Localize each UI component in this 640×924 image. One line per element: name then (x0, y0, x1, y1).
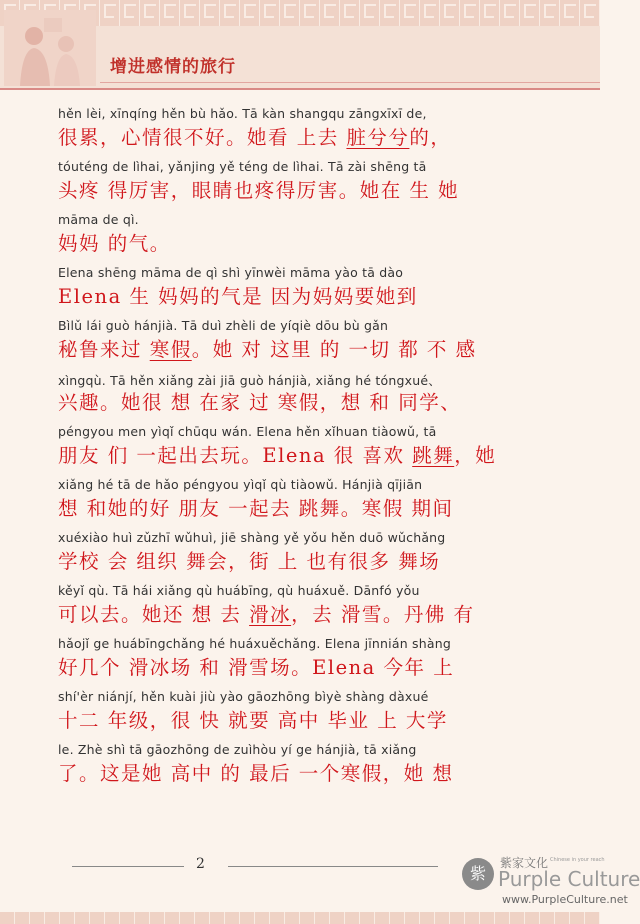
hanzi-segment: 十二 年级，很 快 就要 高中 毕业 上 大学 (58, 709, 448, 732)
two-people-illustration-icon (4, 10, 96, 86)
fret-tile (315, 912, 330, 924)
fret-tile (45, 912, 60, 924)
hanzi-line (58, 652, 454, 680)
fret-tile (500, 0, 520, 26)
text-line (58, 265, 558, 318)
logo-url: www.PurpleCulture.net (502, 893, 628, 906)
hanzi-line (58, 122, 451, 150)
fret-tile (180, 912, 195, 924)
page-header (0, 0, 600, 90)
pinyin-line: māma de qì. (58, 212, 139, 227)
fret-tile (240, 0, 260, 26)
hanzi-line (58, 758, 454, 786)
fret-tile (180, 0, 200, 26)
fret-tile (560, 0, 580, 26)
hanzi-segment: 了。这是她 高中 的 最后 一个寒假，她 想 (58, 762, 454, 785)
hanzi-segment: 的， (409, 126, 452, 149)
hanzi-segment: Elena 生 妈妈的气是 因为妈妈要她到 (58, 285, 418, 308)
fret-tile (525, 912, 540, 924)
fret-tile (15, 912, 30, 924)
fret-tile (585, 912, 600, 924)
fret-tile (390, 912, 405, 924)
fret-tile (495, 912, 510, 924)
text-line (58, 742, 558, 795)
pinyin-line: shí'èr niánjí, hěn kuài jiù yào gāozhōng bìyè shàng dàxué (58, 689, 429, 704)
chapter-title: 增进感情的旅行 (110, 57, 236, 77)
vocab-word: 滑冰 (249, 603, 292, 626)
fret-tile (120, 0, 140, 26)
fret-tile (0, 912, 15, 924)
fret-tile (200, 0, 220, 26)
hanzi-segment: 秘鲁来过 (58, 338, 150, 361)
text-line (58, 106, 558, 159)
story-text (58, 106, 558, 795)
fret-tile (540, 912, 555, 924)
fret-tile (435, 912, 450, 924)
footer-rule-left (72, 866, 184, 867)
fret-tile (100, 0, 120, 26)
hanzi-segment: 好几个 滑冰场 和 滑雪场。Elena 今年 上 (58, 656, 455, 679)
fret-tile (345, 912, 360, 924)
hanzi-segment: 学校 会 组织 舞会，街 上 也有很多 舞场 (58, 550, 441, 573)
fret-tile (300, 912, 315, 924)
fret-tile (420, 912, 435, 924)
text-line (58, 530, 558, 583)
hanzi-line (58, 599, 475, 627)
text-line (58, 424, 558, 477)
pinyin-line: xìngqù. Tā hěn xiǎng zài jiā guò hánjià, xiǎng hé tóngxué、 (58, 373, 441, 388)
fret-tile (255, 912, 270, 924)
fret-tile (340, 0, 360, 26)
fret-tile (360, 0, 380, 26)
text-line (58, 583, 558, 636)
pinyin-line: hěn lèi, xīnqíng hěn bù hǎo. Tā kàn shangqu zāngxīxī de, (58, 106, 427, 121)
fret-tile (260, 0, 280, 26)
pinyin-line: hǎojǐ ge huábīngchǎng hé huáxuěchǎng. Elena jīnnián shàng (58, 636, 451, 651)
vocab-word: 脏兮兮 (346, 126, 410, 149)
hanzi-line (58, 281, 418, 309)
fret-tile (75, 912, 90, 924)
fret-tile (330, 912, 345, 924)
hanzi-segment: 妈妈 的气。 (58, 232, 171, 255)
vocab-word: 寒假 (149, 338, 192, 361)
fret-tile (405, 912, 420, 924)
hanzi-segment: 朋友 们 一起出去玩。Elena 很 喜欢 (58, 444, 413, 467)
text-line (58, 159, 558, 212)
logo-brand: Purple Culture (498, 867, 640, 891)
text-line (58, 636, 558, 689)
fret-tile (165, 912, 180, 924)
fret-tile (400, 0, 420, 26)
fret-tile (420, 0, 440, 26)
hanzi-segment: 可以去。她还 想 去 (58, 603, 250, 626)
purple-culture-seal-icon: 紫 (462, 858, 494, 890)
fret-tile (510, 912, 525, 924)
hanzi-line (58, 387, 461, 415)
text-line (58, 318, 558, 371)
fret-tile (375, 912, 390, 924)
hanzi-line (58, 334, 477, 362)
fret-tile (90, 912, 105, 924)
hanzi-segment: ，去 滑雪。丹佛 有 (291, 603, 475, 626)
logo-chinese-name: 紫家文化 (500, 856, 549, 870)
fret-tile (225, 912, 240, 924)
fret-tile (320, 0, 340, 26)
hanzi-segment: 很累，心情很不好。她看 上去 (58, 126, 347, 149)
pinyin-line: xuéxiào huì zǔzhī wǔhuì, jiē shàng yě yǒu hěn duō wǔchǎng (58, 530, 446, 545)
fret-tile (555, 912, 570, 924)
fret-tile (520, 0, 540, 26)
hanzi-segment: 头疼 得厉害，眼睛也疼得厉害。她在 生 她 (58, 179, 460, 202)
purple-culture-logo[interactable] (462, 854, 640, 912)
fret-tile (460, 0, 480, 26)
header-divider (100, 82, 600, 83)
fret-tile (480, 912, 495, 924)
fret-tile (140, 0, 160, 26)
fret-tile (300, 0, 320, 26)
fret-tile (195, 912, 210, 924)
fret-tile (540, 0, 560, 26)
pinyin-line: le. Zhè shì tā gāozhōng de zuìhòu yí ge hánjià, tā xiǎng (58, 742, 417, 757)
text-line (58, 212, 558, 265)
fret-tile (220, 0, 240, 26)
hanzi-line (58, 440, 496, 468)
fret-tile (105, 912, 120, 924)
hanzi-line (58, 546, 440, 574)
fret-tile (150, 912, 165, 924)
fret-tile (465, 912, 480, 924)
pinyin-line: Elena shēng māma de qì shì yīnwèi māma yào tā dào (58, 265, 404, 280)
hanzi-line (58, 705, 448, 733)
fret-tile (480, 0, 500, 26)
fret-tile (270, 912, 285, 924)
pinyin-line: tóuténg de lìhai, yǎnjing yě téng de lìhai. Tā zài shēng tā (58, 159, 427, 174)
pinyin-line: xiǎng hé tā de hǎo péngyou yìqǐ qù tiàowǔ. Hánjià qījiān (58, 477, 423, 492)
fret-tile (580, 0, 600, 26)
fret-tile (120, 912, 135, 924)
fret-tile (280, 0, 300, 26)
fret-tile (30, 912, 45, 924)
pinyin-line: péngyou men yìqǐ chūqu wán. Elena hěn xǐhuan tiàowǔ, tā (58, 424, 437, 439)
fret-tile (360, 912, 375, 924)
fret-tile (60, 912, 75, 924)
text-line (58, 689, 558, 742)
pinyin-line: Bìlǔ lái guò hánjià. Tā duì zhèli de yíqiè dōu bù gǎn (58, 318, 389, 333)
fret-tile (450, 912, 465, 924)
fret-tile (160, 0, 180, 26)
hanzi-line (58, 493, 454, 521)
fret-tile (210, 912, 225, 924)
text-line (58, 477, 558, 530)
hanzi-segment: 兴趣。她很 想 在家 过 寒假，想 和 同学、 (58, 391, 462, 414)
hanzi-segment: 。她 对 这里 的 一切 都 不 感 (191, 338, 477, 361)
hanzi-segment: 想 和她的好 朋友 一起去 跳舞。寒假 期间 (58, 497, 454, 520)
logo-tagline: Chinese in your reach (550, 857, 605, 863)
hanzi-line (58, 175, 459, 203)
fret-tile (440, 0, 460, 26)
text-line (58, 371, 558, 424)
footer-rule-right (228, 866, 438, 867)
page-number: 2 (196, 856, 205, 872)
fret-tile (240, 912, 255, 924)
fret-tile (570, 912, 585, 924)
fret-tile (135, 912, 150, 924)
hanzi-line (58, 228, 171, 256)
vocab-word: 跳舞 (412, 444, 455, 467)
fret-tile (380, 0, 400, 26)
hanzi-segment: ，她 (454, 444, 497, 467)
fret-tile (285, 912, 300, 924)
fret-border-bottom (0, 912, 600, 924)
pinyin-line: kěyǐ qù. Tā hái xiǎng qù huábīng, qù huáxuě. Dānfó yǒu (58, 583, 420, 598)
